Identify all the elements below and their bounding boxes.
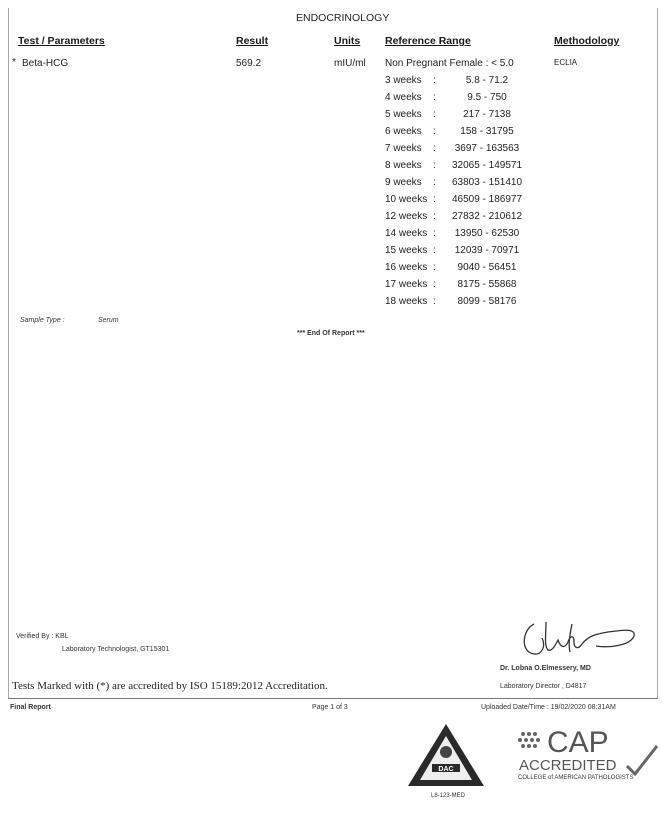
dac-code: L8-123-MED bbox=[431, 793, 466, 799]
column-header-test: Test / Parameters bbox=[18, 35, 105, 47]
section-title: ENDOCRINOLOGY bbox=[296, 12, 390, 24]
test-methodology: ECLIA bbox=[554, 58, 578, 67]
range-colon: : bbox=[433, 109, 436, 120]
left-border bbox=[8, 8, 9, 698]
range-colon: : bbox=[433, 296, 436, 307]
test-result: 569.2 bbox=[236, 58, 262, 69]
accreditation-note: Tests Marked with (*) are accredited by ISO 15189:2012 Accreditation. bbox=[12, 680, 328, 692]
verified-by: Verified By : KBL bbox=[16, 633, 69, 640]
range-colon: : bbox=[433, 194, 436, 205]
range-value: 158 - 31795 bbox=[460, 126, 514, 137]
non-pregnant-range: Non Pregnant Female : < 5.0 bbox=[385, 58, 514, 69]
range-week: 7 weeks bbox=[385, 143, 422, 154]
cap-subtitle: COLLEGE of AMERICAN PATHOLOGISTS bbox=[518, 775, 634, 781]
column-header-methodology: Methodology bbox=[554, 35, 620, 47]
sample-type-value: Serum bbox=[98, 317, 119, 324]
dac-accreditation-logo bbox=[406, 722, 486, 790]
range-colon: : bbox=[433, 228, 436, 239]
dac-logo-text: DAC bbox=[438, 766, 454, 773]
range-colon: : bbox=[433, 75, 436, 86]
range-value: 8099 - 58176 bbox=[457, 296, 517, 307]
range-week: 4 weeks bbox=[385, 92, 422, 103]
range-row bbox=[385, 191, 531, 208]
range-row bbox=[385, 89, 531, 106]
verifier-role: Laboratory Technologist, GT15301 bbox=[62, 646, 170, 653]
test-units: mIU/ml bbox=[334, 58, 366, 69]
range-week: 9 weeks bbox=[385, 177, 422, 188]
footer-page-number: Page 1 of 3 bbox=[312, 704, 348, 711]
range-value: 9.5 - 750 bbox=[467, 92, 507, 103]
director-signature bbox=[512, 612, 642, 660]
range-week: 12 weeks bbox=[385, 211, 428, 222]
range-week: 16 weeks bbox=[385, 262, 428, 273]
range-value: 27832 - 210612 bbox=[451, 211, 523, 222]
range-colon: : bbox=[433, 143, 436, 154]
range-colon: : bbox=[433, 245, 436, 256]
range-row bbox=[385, 174, 531, 191]
director-title: Laboratory Director , D4817 bbox=[500, 683, 587, 690]
range-row bbox=[385, 157, 531, 174]
range-row bbox=[385, 208, 531, 225]
footer-divider bbox=[8, 698, 658, 699]
range-value: 5.8 - 71.2 bbox=[465, 75, 509, 86]
footer-final-report: Final Report bbox=[10, 704, 51, 711]
range-row bbox=[385, 123, 531, 140]
range-week: 5 weeks bbox=[385, 109, 422, 120]
range-week: 14 weeks bbox=[385, 228, 428, 239]
range-colon: : bbox=[433, 92, 436, 103]
column-header-result: Result bbox=[236, 35, 269, 47]
range-row bbox=[385, 259, 531, 276]
column-header-units: Units bbox=[334, 35, 361, 47]
range-week: 10 weeks bbox=[385, 194, 428, 205]
range-colon: : bbox=[433, 126, 436, 137]
range-value: 9040 - 56451 bbox=[457, 262, 517, 273]
range-value: 13950 - 62530 bbox=[454, 228, 520, 239]
range-row bbox=[385, 276, 531, 293]
range-value: 32065 - 149571 bbox=[451, 160, 523, 171]
range-row bbox=[385, 242, 531, 259]
footer-upload-datetime: Uploaded Date/Time : 19/02/2020 08:31AM bbox=[481, 704, 616, 711]
end-of-report: *** End Of Report *** bbox=[297, 330, 365, 337]
range-row bbox=[385, 293, 531, 310]
range-colon: : bbox=[433, 211, 436, 222]
range-row bbox=[385, 140, 531, 157]
range-week: 6 weeks bbox=[385, 126, 422, 137]
range-value: 8175 - 55868 bbox=[457, 279, 517, 290]
range-value: 46509 - 186977 bbox=[451, 194, 523, 205]
range-week: 17 weeks bbox=[385, 279, 428, 290]
cap-accredited-text: ACCREDITED bbox=[519, 757, 617, 774]
accredited-marker: * bbox=[12, 57, 16, 68]
range-week: 8 weeks bbox=[385, 160, 422, 171]
right-border bbox=[657, 8, 658, 698]
cap-main-text: CAP bbox=[547, 726, 609, 759]
range-week: 18 weeks bbox=[385, 296, 428, 307]
range-value: 12039 - 70971 bbox=[454, 245, 520, 256]
range-week: 3 weeks bbox=[385, 75, 422, 86]
column-header-reference: Reference Range bbox=[385, 35, 471, 47]
test-name: Beta-HCG bbox=[22, 58, 69, 69]
range-colon: : bbox=[433, 160, 436, 171]
range-week: 15 weeks bbox=[385, 245, 428, 256]
director-name: Dr. Lobna O.Elmessery, MD bbox=[500, 665, 591, 672]
range-row bbox=[385, 225, 531, 242]
sample-type-label: Sample Type : bbox=[20, 317, 65, 324]
range-colon: : bbox=[433, 279, 436, 290]
range-colon: : bbox=[433, 177, 436, 188]
range-value: 63803 - 151410 bbox=[451, 177, 523, 188]
range-value: 217 - 7138 bbox=[463, 109, 511, 120]
range-value: 3697 - 163563 bbox=[454, 143, 520, 154]
range-row bbox=[385, 72, 531, 89]
range-colon: : bbox=[433, 262, 436, 273]
range-row bbox=[385, 106, 531, 123]
